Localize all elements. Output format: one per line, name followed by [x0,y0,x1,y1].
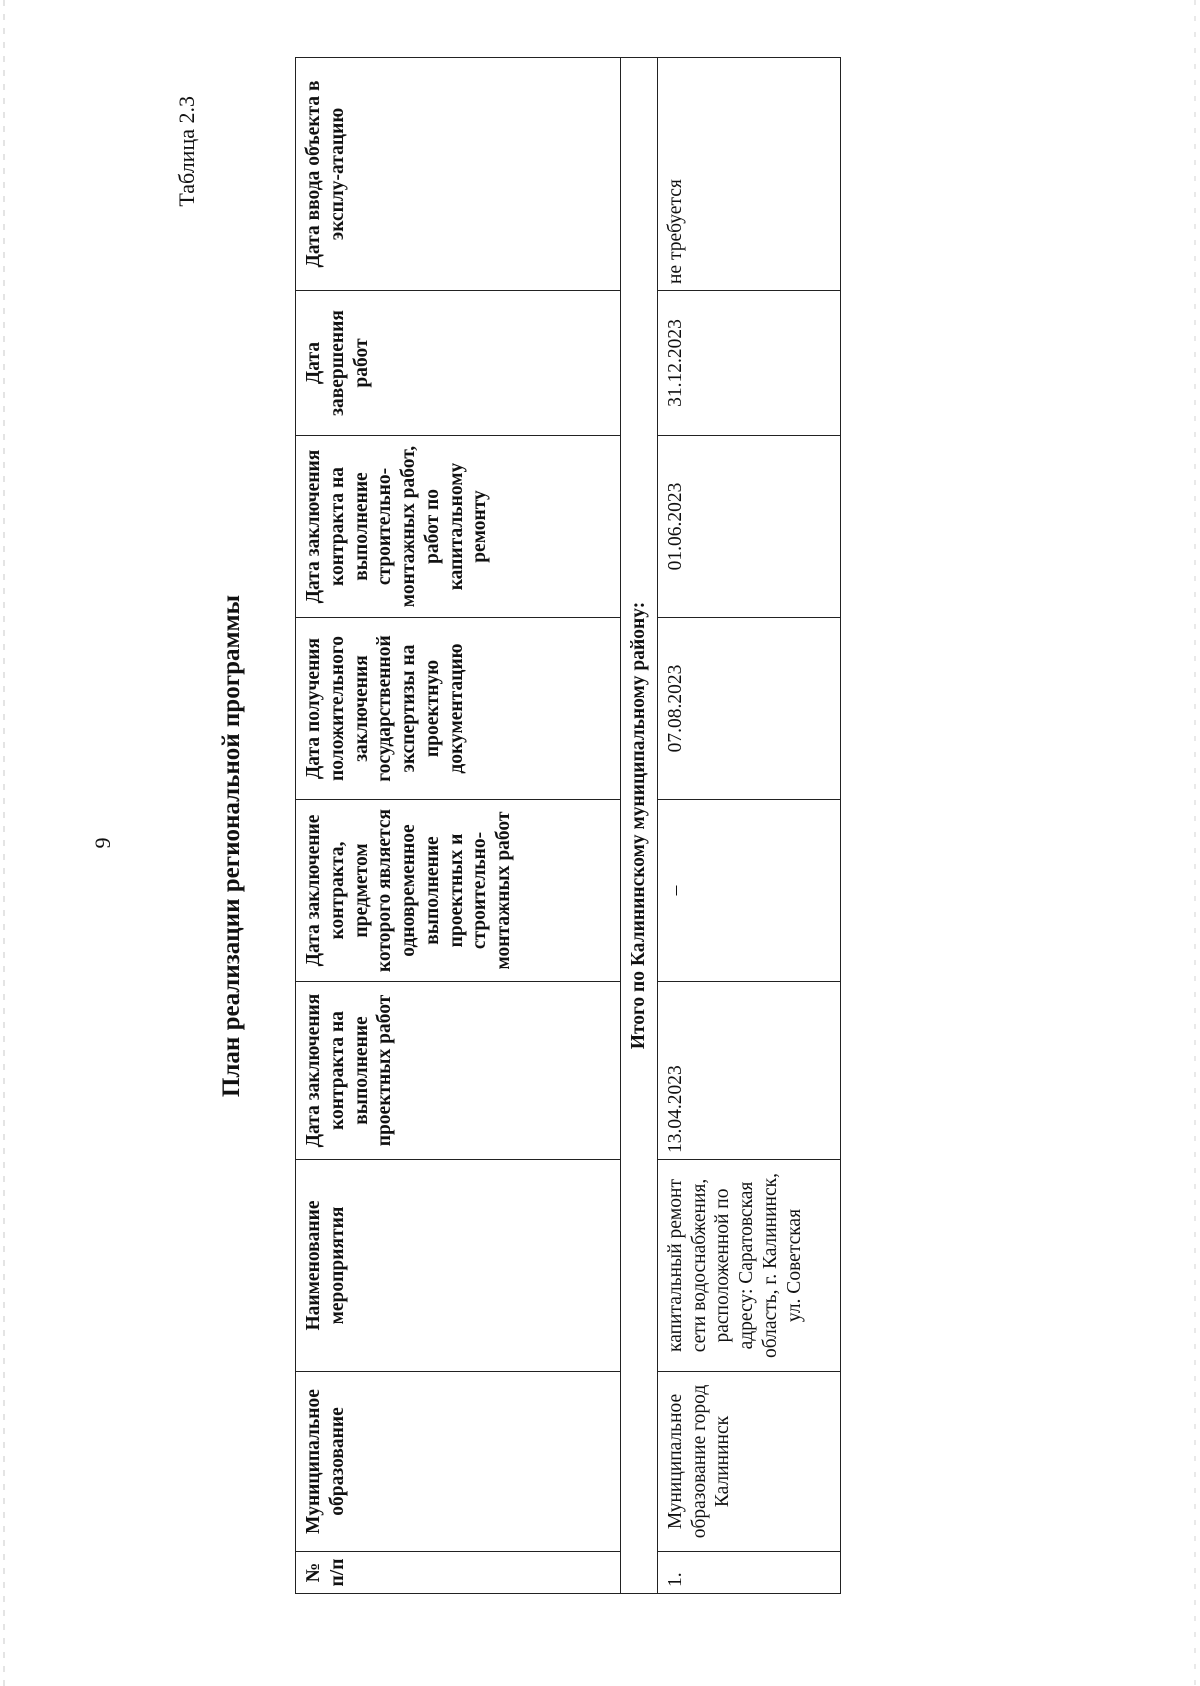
cell-expertise-date: 07.08.2023 [657,618,840,800]
header-commissioning-date: Дата ввода объекта в эксплу-атацию [296,58,621,291]
header-design-contract-date: Дата заключения контракта на выполнение проектных работ [296,982,621,1160]
header-expertise-date: Дата получения положительного заключения государственной экспертизы на проектную документацию [296,618,621,800]
cell-combined-contract-date: – [657,800,840,982]
cell-design-contract-date: 13.04.2023 [657,982,840,1160]
cell-commissioning-date: не требуется [657,58,840,291]
header-municipality: Муниципальное образование [296,1372,621,1552]
cell-construction-contract-date: 01.06.2023 [657,436,840,618]
document-title: План реализации региональной программы [218,594,245,1098]
cell-municipality: Муниципальное образование город Калининск [657,1372,840,1552]
total-row [621,58,658,1594]
table-row [657,58,840,1594]
page-number: 9 [90,837,115,849]
header-construction-contract-date: Дата заключения контракта на выполнение строительно-монтажных работ, работ по капитальному ремонту [296,436,621,618]
header-completion-date: Дата завершения работ [296,291,621,436]
cell-completion-date: 31.12.2023 [657,291,840,436]
plan-table [295,57,841,1594]
table-label: Таблица 2.3 [174,96,199,207]
total-row-label: Итого по Калининскому муниципальному району: [621,58,658,1594]
cell-num: 1. [657,1552,840,1594]
cell-event-name: капитальный ремонт сети водоснабжения, расположенной по адресу: Саратовская область, г. Калининск, ул. Советская [657,1160,840,1372]
header-combined-contract-date: Дата заключение контракта, предметом которого является одновременное выполнение проектных и строительно-монтажных работ [296,800,621,982]
table-header-row [296,58,621,1594]
header-num: № п/п [296,1552,621,1594]
header-event-name: Наименование мероприятия [296,1160,621,1372]
